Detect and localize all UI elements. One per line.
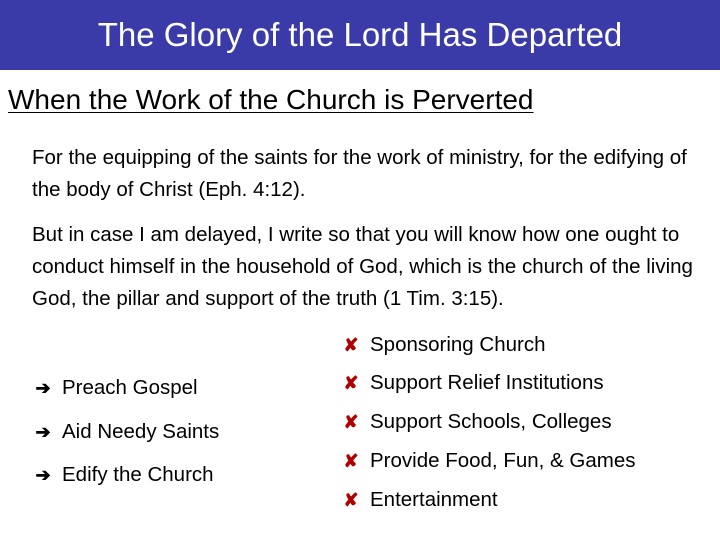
right-item-entertainment xyxy=(340,486,498,514)
left-item-edify-the-church xyxy=(32,461,214,489)
title-bar xyxy=(0,0,720,70)
right-item-label: Sponsoring Church xyxy=(370,333,546,356)
x-mark-icon: ✘ xyxy=(343,335,359,355)
x-mark-icon: ✘ xyxy=(343,451,359,471)
scripture-paragraph-2: But in case I am delayed, I write so that you will know how one ought to conduct himself in the household of God, which is the church of the living God, the pillar and support of the truth (1 Tim. 3:15). xyxy=(32,223,693,310)
right-item-label: Provide Food, Fun, & Games xyxy=(370,449,636,472)
right-item-support-relief xyxy=(340,369,604,397)
right-item-food-fun-games xyxy=(340,447,635,475)
left-item-label: Aid Needy Saints xyxy=(62,420,220,443)
slide-subtitle: When the Work of the Church is Perverted xyxy=(8,84,534,115)
x-mark-icon: ✘ xyxy=(343,373,359,393)
right-item-label: Entertainment xyxy=(370,488,498,511)
slide-title: The Glory of the Lord Has Departed xyxy=(97,16,623,53)
right-item-support-schools xyxy=(340,408,612,436)
right-arrow-icon: ➔ xyxy=(35,422,51,442)
right-item-sponsoring-church xyxy=(340,331,546,359)
x-mark-icon: ✘ xyxy=(343,412,359,432)
right-item-label: Support Relief Institutions xyxy=(370,371,604,394)
right-arrow-icon: ➔ xyxy=(35,378,51,398)
scripture-paragraph-1: For the equipping of the saints for the work of ministry, for the edifying of the body of Christ (Eph. 4:12). xyxy=(32,146,687,201)
right-arrow-icon: ➔ xyxy=(35,465,51,485)
right-item-label: Support Schools, Colleges xyxy=(370,410,612,433)
left-item-label: Preach Gospel xyxy=(62,376,198,399)
left-item-label: Edify the Church xyxy=(62,463,214,486)
x-mark-icon: ✘ xyxy=(343,490,359,510)
subtitle-area xyxy=(0,70,720,130)
left-item-preach-gospel xyxy=(32,374,198,402)
left-item-aid-needy-saints xyxy=(32,418,219,446)
